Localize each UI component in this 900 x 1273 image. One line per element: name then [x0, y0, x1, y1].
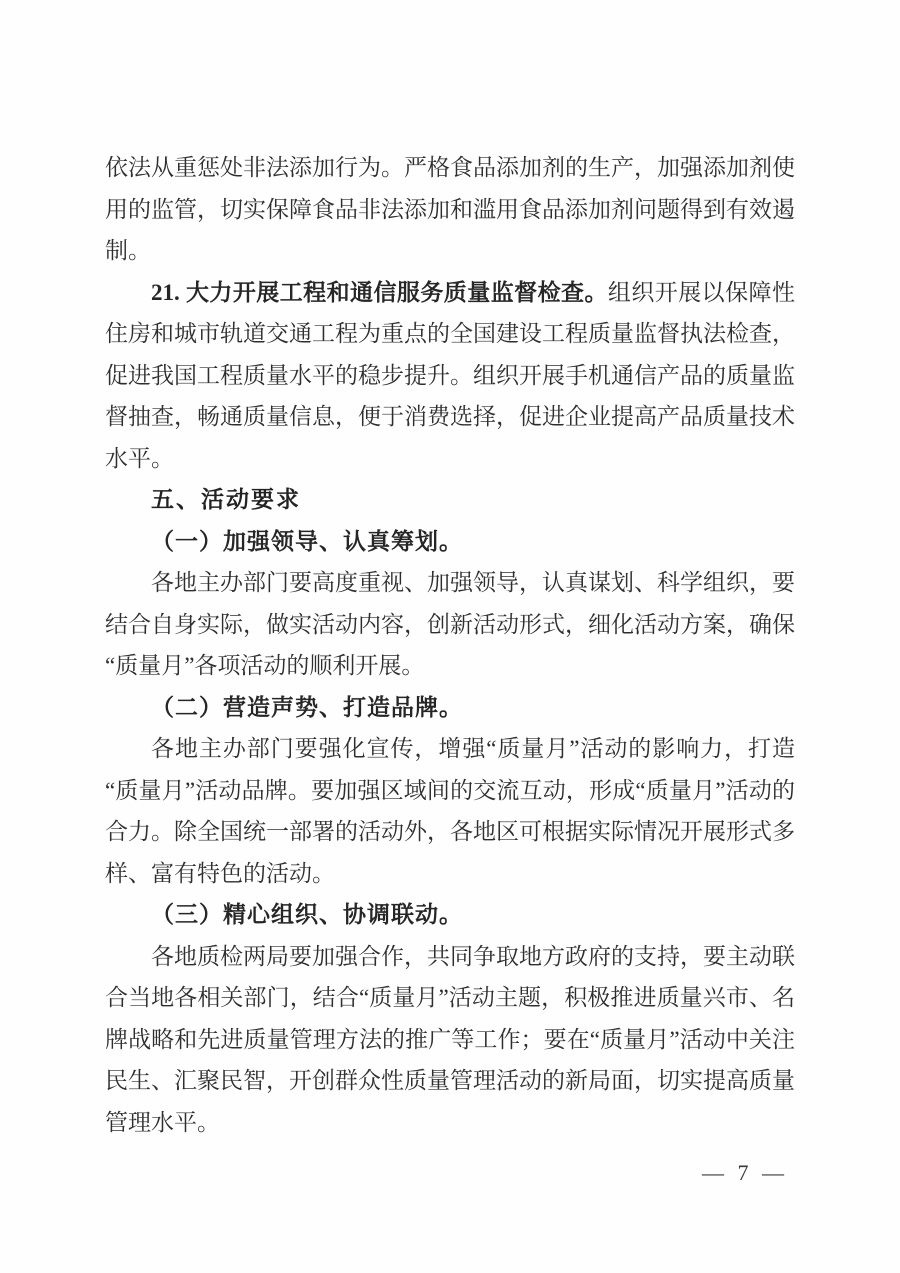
- subsection-2-paragraph: 各地主办部门要强化宣传，增强“质量月”活动的影响力，打造“质量月”活动品牌。要加强区域间的交流互动，形成“质量月”活动的合力。除全国统一部署的活动外，各地区可根据实际情况开展形式多样、富有特色的活动。: [105, 736, 795, 886]
- paragraph-item-21: [105, 272, 795, 480]
- item-21-text: 组织开展以保障性住房和城市轨道交通工程为重点的全国建设工程质量监督执法检查，促进我国工程质量水平的稳步提升。组织开展手机通信产品的质量监督抽查，畅通质量信息，便于消费选择，促进企业提高产品质量技术水平。: [105, 279, 796, 471]
- subsection-3-heading: （三）精心组织、协调联动。: [151, 902, 463, 927]
- document-body: [105, 147, 795, 1143]
- paragraph-continuation: 依法从重惩处非法添加行为。严格食品添加剂的生产，加强添加剂使用的监管，切实保障食品非法添加和滥用食品添加剂问题得到有效遏制。: [105, 155, 795, 263]
- subsection-2-heading: （二）营造声势、打造品牌。: [151, 694, 463, 720]
- subsection-3-paragraph: 各地质检两局要加强合作，共同争取地方政府的支持，要主动联合当地各相关部门，结合“质量月”活动主题，积极推进质量兴市、名牌战略和先进质量管理方法的推广等工作；要在“质量月”活动中关注民生、汇聚民智，开创群众性质量管理活动的新局面，切实提高质量管理水平。: [105, 943, 795, 1135]
- subsection-1-heading: （一）加强领导、认真筹划。: [151, 528, 463, 554]
- page-number: — 7 —: [702, 1160, 788, 1185]
- section-5-heading: 五、活动要求: [151, 486, 301, 512]
- item-21-heading: 21. 大力开展工程和通信服务质量监督检查。: [151, 279, 608, 305]
- subsection-1-paragraph: 各地主办部门要高度重视、加强领导，认真谋划、科学组织，要结合自身实际，做实活动内容，创新活动形式，细化活动方案，确保“质量月”各项活动的顺利开展。: [105, 570, 795, 678]
